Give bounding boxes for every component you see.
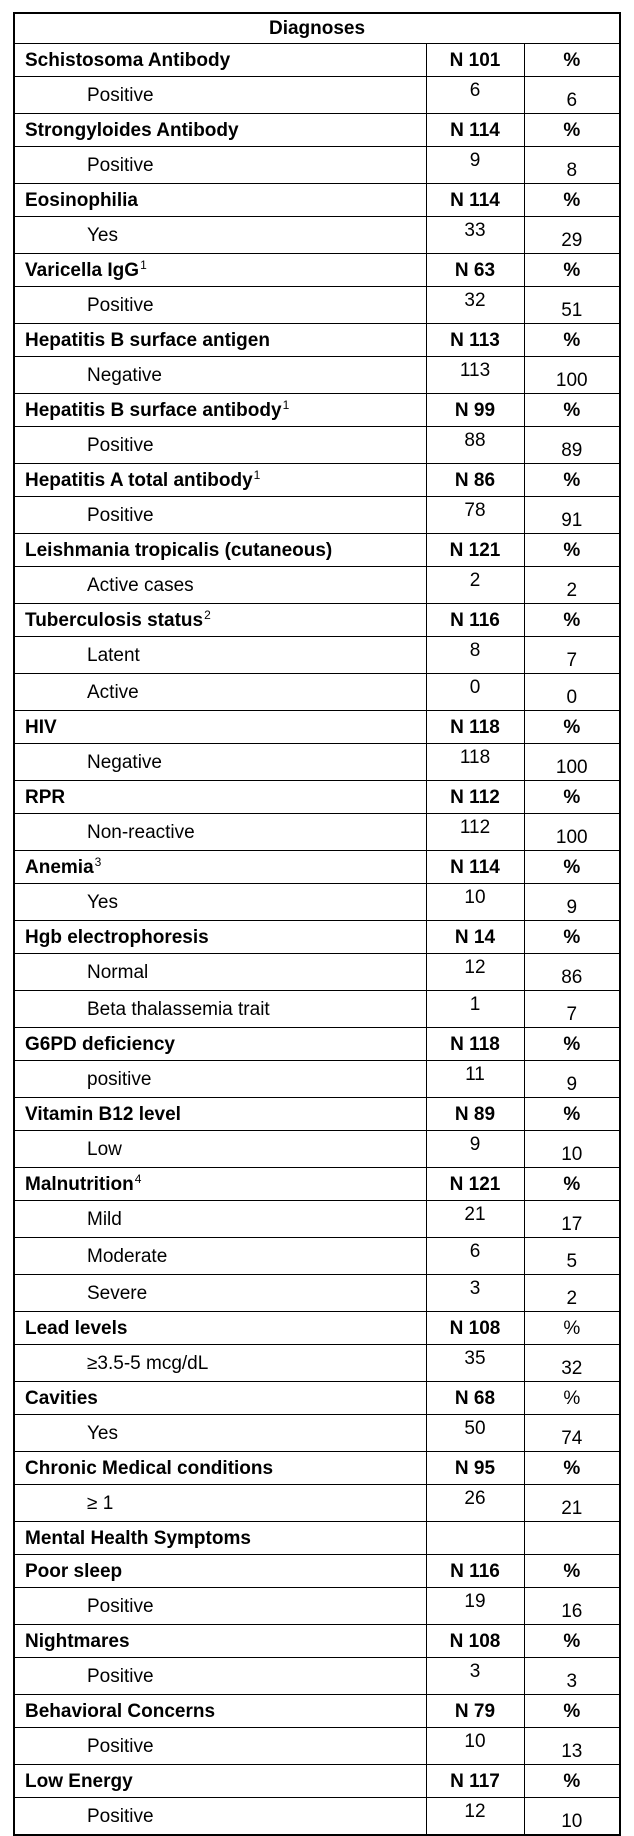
count-cell: 3 (426, 1275, 524, 1312)
category-label-cell (14, 1765, 426, 1798)
category-label-cell (14, 1522, 426, 1555)
count-cell: 0 (426, 674, 524, 711)
count-cell: 2 (426, 567, 524, 604)
footnote-marker: 3 (94, 854, 102, 869)
percent-header-cell: % (524, 604, 620, 637)
percent-cell: 7 (524, 991, 620, 1028)
result-label: Severe (87, 1282, 148, 1304)
result-label-cell (14, 217, 426, 254)
result-label-cell (14, 1131, 426, 1168)
percent-header-cell: % (524, 1312, 620, 1345)
category-row (14, 1522, 620, 1555)
count-cell: 21 (426, 1201, 524, 1238)
category-label-cell (14, 534, 426, 567)
count-cell: 1 (426, 991, 524, 1028)
result-label: Positive (87, 154, 154, 176)
category-label-cell (14, 921, 426, 954)
category-label: Behavioral Concerns (25, 1700, 216, 1722)
result-label: Yes (87, 891, 118, 913)
result-row (14, 991, 620, 1028)
percent-header-cell: % (524, 1028, 620, 1061)
category-label: Hepatitis A total antibody (25, 469, 253, 491)
percent-header-cell: % (524, 534, 620, 567)
result-row (14, 1415, 620, 1452)
percent-header-cell: % (524, 324, 620, 357)
result-label-cell (14, 954, 426, 991)
sample-size-cell: N 14 (426, 921, 524, 954)
category-row (14, 44, 620, 77)
count-cell: 112 (426, 814, 524, 851)
result-row (14, 497, 620, 534)
category-label: Nightmares (25, 1630, 130, 1652)
result-label: Positive (87, 1735, 154, 1757)
category-row (14, 1098, 620, 1131)
result-label: Beta thalassemia trait (87, 998, 270, 1020)
percent-cell: 2 (524, 1275, 620, 1312)
category-row (14, 324, 620, 357)
result-row (14, 1588, 620, 1625)
result-row (14, 1485, 620, 1522)
percent-cell: 10 (524, 1798, 620, 1836)
result-label-cell (14, 1201, 426, 1238)
percent-cell: 10 (524, 1131, 620, 1168)
category-label-cell (14, 324, 426, 357)
sample-size-cell: N 113 (426, 324, 524, 357)
category-row (14, 711, 620, 744)
percent-cell: 32 (524, 1345, 620, 1382)
count-cell: 9 (426, 147, 524, 184)
sample-size-cell: N 112 (426, 781, 524, 814)
count-cell: 3 (426, 1658, 524, 1695)
category-label: Hgb electrophoresis (25, 926, 209, 948)
category-label: Eosinophilia (25, 189, 138, 211)
result-label: Non-reactive (87, 821, 195, 843)
footnote-marker: 4 (134, 1171, 142, 1186)
percent-cell: 3 (524, 1658, 620, 1695)
percent-cell: 74 (524, 1415, 620, 1452)
sample-size-cell: N 108 (426, 1312, 524, 1345)
result-row (14, 1238, 620, 1275)
percent-cell: 6 (524, 77, 620, 114)
footnote-marker: 1 (140, 257, 147, 272)
sample-size-cell: N 121 (426, 534, 524, 567)
result-row (14, 1658, 620, 1695)
sample-size-cell: N 86 (426, 464, 524, 497)
category-label-cell (14, 1555, 426, 1588)
category-label-cell (14, 781, 426, 814)
count-cell: 8 (426, 637, 524, 674)
result-row (14, 77, 620, 114)
result-row (14, 1061, 620, 1098)
sample-size-cell: N 114 (426, 184, 524, 217)
count-cell: 113 (426, 357, 524, 394)
result-row (14, 1131, 620, 1168)
result-row (14, 814, 620, 851)
result-label-cell (14, 814, 426, 851)
category-label: Mental Health Symptoms (25, 1527, 251, 1549)
result-label: Positive (87, 434, 154, 456)
percent-cell: 86 (524, 954, 620, 991)
percent-cell: 8 (524, 147, 620, 184)
sample-size-cell: N 116 (426, 1555, 524, 1588)
category-label: Anemia (25, 856, 94, 878)
percent-cell: 29 (524, 217, 620, 254)
count-cell: 6 (426, 77, 524, 114)
result-label-cell (14, 1485, 426, 1522)
result-row (14, 884, 620, 921)
category-row (14, 1625, 620, 1658)
percent-header-cell: % (524, 921, 620, 954)
count-cell: 12 (426, 954, 524, 991)
result-label: Active (87, 681, 139, 703)
result-row (14, 1201, 620, 1238)
category-label-cell (14, 254, 426, 287)
percent-header-cell: % (524, 1168, 620, 1201)
percent-cell: 16 (524, 1588, 620, 1625)
category-row (14, 1555, 620, 1588)
category-row (14, 464, 620, 497)
category-label-cell (14, 1312, 426, 1345)
category-label: Poor sleep (25, 1560, 123, 1582)
percent-header-cell: % (524, 1555, 620, 1588)
result-row (14, 567, 620, 604)
diagnoses-table-body (14, 13, 620, 1835)
category-label: Vitamin B12 level (25, 1103, 181, 1125)
result-label: Positive (87, 84, 154, 106)
category-label-cell (14, 44, 426, 77)
result-row (14, 1798, 620, 1836)
percent-cell: 89 (524, 427, 620, 464)
sample-size-cell: N 95 (426, 1452, 524, 1485)
percent-header-cell: % (524, 114, 620, 147)
result-label-cell (14, 1238, 426, 1275)
result-label: ≥3.5-5 mcg/dL (87, 1352, 209, 1374)
count-cell: 78 (426, 497, 524, 534)
category-label-cell (14, 1625, 426, 1658)
percent-cell: 91 (524, 497, 620, 534)
result-label: Yes (87, 224, 118, 246)
table-title: Diagnoses (14, 13, 620, 44)
result-label: Low (87, 1138, 122, 1160)
footnote-marker: 1 (282, 397, 290, 412)
result-label: Active cases (87, 574, 194, 596)
result-label-cell (14, 1415, 426, 1452)
percent-cell: 13 (524, 1728, 620, 1765)
percent-cell: 5 (524, 1238, 620, 1275)
result-label: Positive (87, 1595, 154, 1617)
percent-cell: 0 (524, 674, 620, 711)
category-label: Malnutrition (25, 1173, 134, 1195)
category-label: Chronic Medical conditions (25, 1457, 274, 1479)
category-label: Cavities (25, 1387, 98, 1409)
category-label-cell (14, 464, 426, 497)
percent-cell: 9 (524, 884, 620, 921)
sample-size-cell: N 114 (426, 114, 524, 147)
count-cell: 12 (426, 1798, 524, 1836)
result-label-cell (14, 744, 426, 781)
result-label-cell (14, 1798, 426, 1836)
count-cell: 19 (426, 1588, 524, 1625)
category-label-cell (14, 1695, 426, 1728)
result-label: Latent (87, 644, 140, 666)
result-row (14, 954, 620, 991)
result-row (14, 674, 620, 711)
result-label-cell (14, 1061, 426, 1098)
sample-size-cell: N 114 (426, 851, 524, 884)
result-label-cell (14, 991, 426, 1028)
result-row (14, 147, 620, 184)
result-row (14, 744, 620, 781)
category-label-cell (14, 1098, 426, 1131)
result-label: Positive (87, 1665, 154, 1687)
result-label-cell (14, 884, 426, 921)
result-row (14, 1728, 620, 1765)
result-label: Moderate (87, 1245, 168, 1267)
category-label: Hepatitis B surface antigen (25, 329, 270, 351)
percent-header-cell: % (524, 1695, 620, 1728)
result-label: Negative (87, 364, 162, 386)
category-row (14, 1765, 620, 1798)
result-label-cell (14, 674, 426, 711)
percent-header-cell: % (524, 1765, 620, 1798)
count-cell: 6 (426, 1238, 524, 1275)
category-label: Varicella IgG (25, 259, 140, 281)
result-row (14, 357, 620, 394)
sample-size-cell: N 89 (426, 1098, 524, 1131)
count-cell: 9 (426, 1131, 524, 1168)
count-cell: 50 (426, 1415, 524, 1452)
result-label-cell (14, 1345, 426, 1382)
percent-cell: 100 (524, 357, 620, 394)
result-label-cell (14, 287, 426, 324)
category-row (14, 1382, 620, 1415)
category-row (14, 921, 620, 954)
result-row (14, 287, 620, 324)
category-row (14, 781, 620, 814)
percent-header-cell: % (524, 44, 620, 77)
count-cell: 10 (426, 884, 524, 921)
percent-header-cell: % (524, 184, 620, 217)
category-label: HIV (25, 716, 57, 738)
count-cell: 88 (426, 427, 524, 464)
category-row (14, 114, 620, 147)
category-row (14, 1452, 620, 1485)
category-row (14, 534, 620, 567)
footnote-marker: 2 (204, 607, 211, 622)
count-cell: 33 (426, 217, 524, 254)
table-title-row (14, 13, 620, 44)
count-cell: 11 (426, 1061, 524, 1098)
category-label: RPR (25, 786, 66, 808)
result-label: Yes (87, 1422, 118, 1444)
percent-header-cell: % (524, 394, 620, 427)
result-label-cell (14, 1588, 426, 1625)
category-label-cell (14, 1028, 426, 1061)
category-row (14, 1168, 620, 1201)
result-row (14, 427, 620, 464)
percent-header-cell: % (524, 1098, 620, 1131)
footnote-marker: 1 (253, 467, 261, 482)
sample-size-cell: N 79 (426, 1695, 524, 1728)
result-row (14, 1345, 620, 1382)
result-label-cell (14, 637, 426, 674)
sample-size-cell: N 117 (426, 1765, 524, 1798)
category-label-cell (14, 114, 426, 147)
result-label-cell (14, 1728, 426, 1765)
result-row (14, 637, 620, 674)
result-row (14, 1275, 620, 1312)
result-label: Positive (87, 294, 154, 316)
category-row (14, 254, 620, 287)
percent-cell: 7 (524, 637, 620, 674)
percent-header-cell: % (524, 1625, 620, 1658)
sample-size-cell: N 99 (426, 394, 524, 427)
sample-size-cell: N 121 (426, 1168, 524, 1201)
category-row (14, 1695, 620, 1728)
category-label-cell (14, 711, 426, 744)
category-label: Leishmania tropicalis (cutaneous) (25, 539, 333, 561)
percent-cell: 2 (524, 567, 620, 604)
result-label: positive (87, 1068, 152, 1090)
percent-header-cell: % (524, 254, 620, 287)
percent-cell: 100 (524, 814, 620, 851)
result-row (14, 217, 620, 254)
result-label: Positive (87, 1805, 154, 1827)
sample-size-cell: N 63 (426, 254, 524, 287)
percent-cell: 17 (524, 1201, 620, 1238)
percent-header-cell (524, 1522, 620, 1555)
result-label: Positive (87, 504, 154, 526)
result-label: Mild (87, 1208, 122, 1230)
category-label-cell (14, 604, 426, 637)
sample-size-cell: N 68 (426, 1382, 524, 1415)
sample-size-cell: N 108 (426, 1625, 524, 1658)
result-label: Negative (87, 751, 162, 773)
percent-header-cell: % (524, 1452, 620, 1485)
count-cell: 26 (426, 1485, 524, 1522)
category-label-cell (14, 184, 426, 217)
count-cell: 32 (426, 287, 524, 324)
sample-size-cell (426, 1522, 524, 1555)
category-row (14, 1312, 620, 1345)
result-label-cell (14, 1658, 426, 1695)
percent-header-cell: % (524, 1382, 620, 1415)
category-label-cell (14, 1382, 426, 1415)
sample-size-cell: N 116 (426, 604, 524, 637)
result-label-cell (14, 357, 426, 394)
sample-size-cell: N 118 (426, 1028, 524, 1061)
category-label-cell (14, 851, 426, 884)
percent-header-cell: % (524, 851, 620, 884)
category-row (14, 604, 620, 637)
category-label: Tuberculosis status (25, 609, 204, 631)
percent-header-cell: % (524, 781, 620, 814)
result-label-cell (14, 77, 426, 114)
percent-cell: 51 (524, 287, 620, 324)
category-row (14, 184, 620, 217)
result-label-cell (14, 427, 426, 464)
sample-size-cell: N 118 (426, 711, 524, 744)
count-cell: 35 (426, 1345, 524, 1382)
result-label: Normal (87, 961, 149, 983)
percent-cell: 9 (524, 1061, 620, 1098)
category-row (14, 851, 620, 884)
category-label: Schistosoma Antibody (25, 49, 231, 71)
category-row (14, 394, 620, 427)
category-label: G6PD deficiency (25, 1033, 175, 1055)
category-label: Low Energy (25, 1770, 133, 1792)
category-label: Lead levels (25, 1317, 128, 1339)
diagnoses-table (13, 12, 621, 1836)
percent-header-cell: % (524, 711, 620, 744)
result-label-cell (14, 1275, 426, 1312)
percent-cell: 21 (524, 1485, 620, 1522)
count-cell: 118 (426, 744, 524, 781)
category-label-cell (14, 1452, 426, 1485)
category-label-cell (14, 1168, 426, 1201)
category-row (14, 1028, 620, 1061)
result-label: ≥ 1 (87, 1492, 114, 1514)
category-label: Hepatitis B surface antibody (25, 399, 282, 421)
category-label: Strongyloides Antibody (25, 119, 239, 141)
result-label-cell (14, 147, 426, 184)
result-label-cell (14, 497, 426, 534)
percent-cell: 100 (524, 744, 620, 781)
sample-size-cell: N 101 (426, 44, 524, 77)
count-cell: 10 (426, 1728, 524, 1765)
category-label-cell (14, 394, 426, 427)
result-label-cell (14, 567, 426, 604)
percent-header-cell: % (524, 464, 620, 497)
